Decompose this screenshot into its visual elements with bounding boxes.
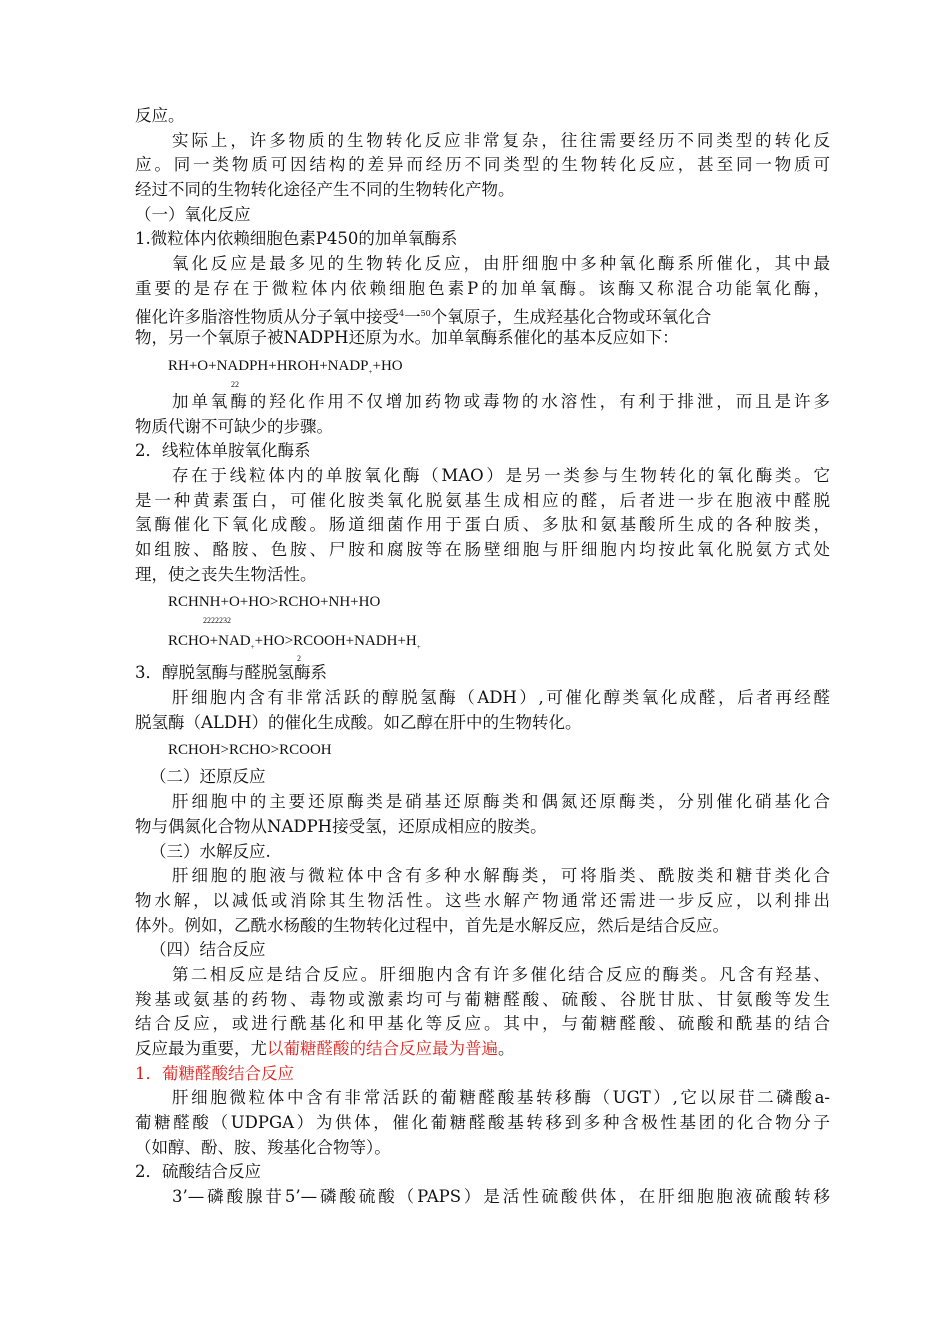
paragraph-line: 氧化反应是最多见的生物转化反应，由肝细胞中多种氧化酶系所催化，其中最 (172, 254, 830, 274)
subsection-heading-highlighted: 1．葡糖醛酸结合反应 (135, 1063, 294, 1083)
paragraph-line: 催化许多脂溶性物质从分子氧中接受$^4$一$^{50}$个氧原子，生成羟基化合物或环氧化合 (135, 307, 712, 326)
paragraph-line: 理，使之丧失生物活性。 (135, 564, 317, 584)
paragraph-line: 物水解，以减低或消除其生物活性。这些水解产物通常还需进一步反应，以利排出 (135, 890, 830, 910)
paragraph-line: 氢酶催化下氧化成酸。肠道细菌作用于蛋白质、多肽和氨基酸所生成的各种胺类， (135, 515, 830, 535)
paragraph-line: 体外。例如，乙酰水杨酸的生物转化过程中，首先是水解反应，然后是结合反应。 (135, 915, 729, 935)
paragraph-line: 物与偶氮化合物从NADPH接受氢，还原成相应的胺类。 (135, 816, 547, 836)
paragraph-line: 物质代谢不可缺少的步骤。 (135, 416, 333, 436)
paragraph-line: 物，另一个氧原子被NADPH还原为水。加单氧酶系催化的基本反应如下： (135, 328, 679, 348)
paragraph-line: 重要的是存在于微粒体内依赖细胞色素P的加单氧酶。该酶又称混合功能氧化酶， (135, 278, 830, 298)
formula-subscripts: 2 (297, 654, 301, 664)
paragraph-line: 经过不同的生物转化途径产生不同的生物转化产物。 (135, 180, 515, 200)
paragraph-line: 是一种黄素蛋白，可催化胺类氧化脱氨基生成相应的醛，后者进一步在胞液中醛脱 (135, 490, 830, 510)
section-heading-conjugation: （四）结合反应 (150, 940, 266, 960)
formula-subscripts: 22 (231, 379, 239, 389)
highlighted-text: 以葡糖醛酸的结合反应最为普遍 (267, 1039, 498, 1058)
paragraph-line: 结合反应，或进行酰基化和甲基化等反应。其中，与葡糖醛酸、硫酸和酰基的结合 (135, 1014, 830, 1034)
subsection-heading: 2．线粒体单胺氧化酶系 (135, 441, 311, 461)
paragraph-line: 实际上，许多物质的生物转化反应非常复杂，往往需要经历不同类型的转化反 (172, 130, 830, 150)
document-page (135, 104, 830, 1210)
paragraph-line: 如组胺、酪胺、色胺、尸胺和腐胺等在肠壁细胞与肝细胞内均按此氧化脱氨方式处 (135, 540, 830, 559)
paragraph-line: 反应最为重要，尤以葡糖醛酸的结合反应最为普遍。 (135, 1039, 515, 1058)
paragraph-line: 3’—磷酸腺苷5’—磷酸硫酸（PAPS）是活性硫酸供体，在肝细胞胞液硫酸转移 (172, 1187, 830, 1207)
paragraph-line: 肝细胞中的主要还原酶类是硝基还原酶类和偶氮还原酶类，分别催化硝基化合 (172, 792, 830, 812)
paragraph-line: 应。同一类物质可因结构的差异而经历不同类型的生物转化反应，甚至同一物质可 (135, 155, 830, 175)
formula-line: RCHOH>RCHO>RCOOH (168, 742, 332, 759)
paragraph-line: 第二相反应是结合反应。肝细胞内含有许多催化结合反应的酶类。凡含有羟基、 (172, 964, 830, 984)
paragraph-line: 肝细胞的胞液与微粒体中含有多种水解酶类，可将脂类、酰胺类和糖苷类化合 (172, 866, 830, 886)
subsection-heading: 2．硫酸结合反应 (135, 1162, 261, 1182)
section-heading-hydrolysis: （三）水解反应. (150, 841, 271, 861)
subsection-heading: 1.微粒体内依赖细胞色素P450的加单氧酶系 (135, 229, 458, 249)
paragraph-line: 葡糖醛酸（UDPGA）为供体，催化葡糖醛酸基转移到多种含极性基团的化合物分子 (135, 1113, 830, 1133)
paragraph-line: 存在于线粒体内的单胺氧化酶（MAO）是另一类参与生物转化的氧化酶类。它 (172, 465, 830, 485)
paragraph-line: 肝细胞内含有非常活跃的醇脱氢酶（ADH）,可催化醇类氧化成醛，后者再经醛 (172, 688, 830, 708)
paragraph-line: 反应。 (135, 106, 185, 125)
paragraph-line: 加单氧酶的羟化作用不仅增加药物或毒物的水溶性，有利于排泄，而且是许多 (172, 391, 830, 411)
paragraph-line: 羧基或氨基的药物、毒物或激素均可与葡糖醛酸、硫酸、谷胱甘肽、甘氨酸等发生 (135, 989, 830, 1009)
subsection-heading: 3．醇脱氢酶与醛脱氢酶系 (135, 663, 327, 683)
paragraph-line: 肝细胞微粒体中含有非常活跃的葡糖醛酸基转移酶（UGT）,它以尿苷二磷酸a- (172, 1088, 830, 1108)
paragraph-line: （如醇、酚、胺、羧基化合物等）。 (135, 1137, 391, 1157)
section-heading-reduction: （二）还原反应 (150, 767, 266, 787)
section-heading-oxidation: （一）氧化反应 (135, 204, 251, 224)
paragraph-line: 脱氢酶（ALDH）的催化生成酸。如乙醇在肝中的生物转化。 (135, 712, 582, 732)
formula-subscripts: 2222232 (203, 616, 231, 626)
formula-line: $RCHO+NAD_++HO>RCOOH+NADH+H_+$ (168, 633, 421, 652)
formula-line: RCHNH+O+HO>RCHO+NH+HO (168, 594, 381, 611)
formula-line: $RH+O+NADPH+HROH+NADP_++HO$ (168, 357, 403, 376)
